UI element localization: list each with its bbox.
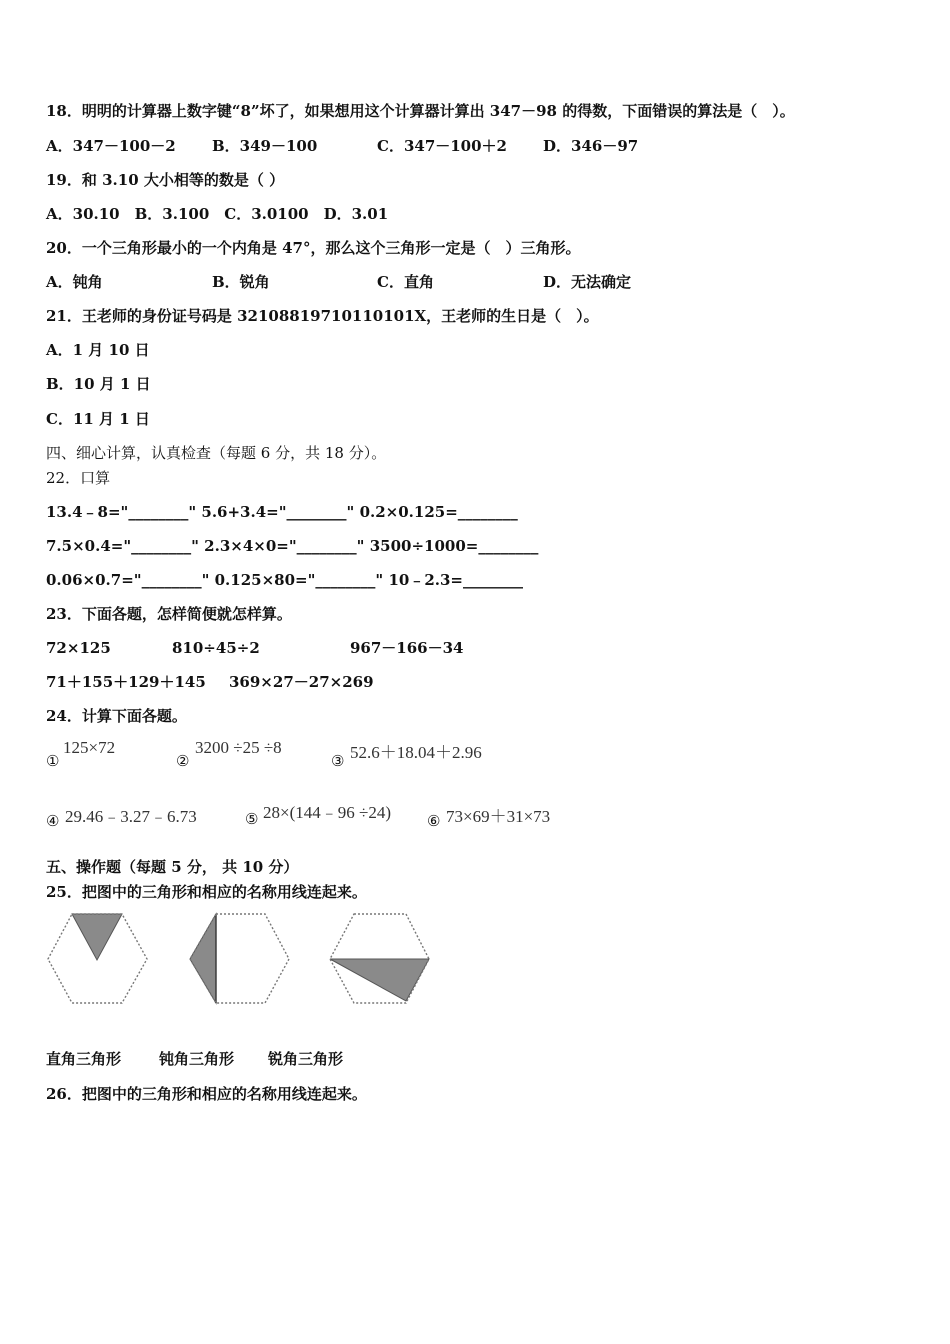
q18-option-a: A．347－100－2 — [46, 137, 176, 155]
section-4-title: 四、细心计算，认真检查（每题 6 分，共 18 分）。 — [46, 444, 387, 462]
q24-num-3: ③ — [331, 754, 345, 770]
q25-stem: 25．把图中的三角形和相应的名称用线连起来。 — [46, 883, 367, 901]
q19-options: A．30.10 B．3.100 C．3.0100 D．3.01 — [46, 205, 389, 223]
triangle-3-shade — [330, 959, 429, 1001]
q22-row-3: 0.06×0.7="________" 0.125×80="________" 10﹣2.3=________ — [46, 571, 523, 589]
hexagon-figure-1 — [46, 912, 150, 1006]
q24-item-4 — [46, 802, 236, 838]
q22-row-1: 13.4﹣8="________" 5.6+3.4="________" 0.2×0.125=________ — [46, 503, 518, 521]
label-right-triangle: 直角三角形 — [46, 1050, 122, 1068]
q23-expr-2: 810÷45÷2 — [172, 639, 260, 657]
hexagon-figure-3 — [328, 912, 432, 1006]
q23-expr-1: 72×125 — [46, 639, 111, 657]
q24-item-2 — [176, 738, 326, 774]
q23-expr-3: 967－166－34 — [350, 639, 464, 657]
q18-option-b: B．349－100 — [212, 137, 318, 155]
hexagon-figure-2 — [188, 912, 292, 1006]
q21-option-a: A．1 月 10 日 — [46, 341, 150, 359]
q20-option-b: B．锐角 — [212, 273, 270, 291]
q22-stem: 22．口算 — [46, 469, 111, 487]
q21-stem: 21．王老师的身份证号码是 32108819710110101X，王老师的生日是（ ）。 — [46, 307, 599, 325]
q24-expr-4: 29.46﹣3.27﹣6.73 — [65, 807, 197, 826]
q24-num-6: ⑥ — [427, 814, 441, 830]
q24-item-1 — [46, 738, 186, 774]
section-5-title: 五、操作题（每题 5 分， 共 10 分） — [46, 858, 299, 876]
label-obtuse-triangle: 钝角三角形 — [159, 1050, 235, 1068]
q24-expr-6: 73×69＋31×73 — [446, 807, 551, 826]
q23-expr-5: 369×27－27×269 — [229, 673, 374, 691]
q24-num-1: ① — [46, 754, 60, 770]
q24-num-2: ② — [176, 754, 190, 770]
q24-num-5: ⑤ — [245, 812, 259, 828]
q20-option-c: C．直角 — [377, 273, 434, 291]
q20-option-a: A．钝角 — [46, 273, 103, 291]
q24-expr-5: 28×(144﹣96 ÷24) — [263, 803, 391, 822]
q24-stem: 24．计算下面各题。 — [46, 707, 187, 725]
q24-item-5 — [245, 798, 435, 834]
q24-expr-1: 125×72 — [63, 738, 116, 757]
q18-option-d: D．346－97 — [543, 137, 639, 155]
q23-stem: 23．下面各题，怎样简便就怎样算。 — [46, 605, 292, 623]
q18-option-c: C．347－100＋2 — [377, 137, 507, 155]
q24-item-6 — [427, 802, 597, 838]
q23-expr-4: 71＋155＋129＋145 — [46, 673, 206, 691]
q24-item-3 — [331, 738, 531, 774]
q22-row-2: 7.5×0.4="________" 2.3×4×0="________" 3500÷1000=________ — [46, 537, 539, 555]
q21-option-c: C．11 月 1 日 — [46, 410, 150, 428]
q21-option-b: B．10 月 1 日 — [46, 375, 151, 393]
q24-expr-3: 52.6＋18.04＋2.96 — [350, 743, 482, 762]
q26-stem: 26．把图中的三角形和相应的名称用线连起来。 — [46, 1085, 367, 1103]
q24-num-4: ④ — [46, 814, 60, 830]
triangle-2-shade — [190, 914, 216, 1003]
q18-stem: 18．明明的计算器上数字键“8”坏了，如果想用这个计算器计算出 347－98 的得数，下面错误的算法是（ ）。 — [46, 102, 795, 120]
q20-option-d: D．无法确定 — [543, 273, 632, 291]
q20-stem: 20．一个三角形最小的一个内角是 47°，那么这个三角形一定是（ ）三角形。 — [46, 239, 581, 257]
q19-stem: 19．和 3.10 大小相等的数是（ ） — [46, 171, 285, 189]
label-acute-triangle: 锐角三角形 — [268, 1050, 344, 1068]
q24-expr-2: 3200 ÷25 ÷8 — [195, 738, 282, 757]
triangle-1-shade — [72, 914, 122, 960]
